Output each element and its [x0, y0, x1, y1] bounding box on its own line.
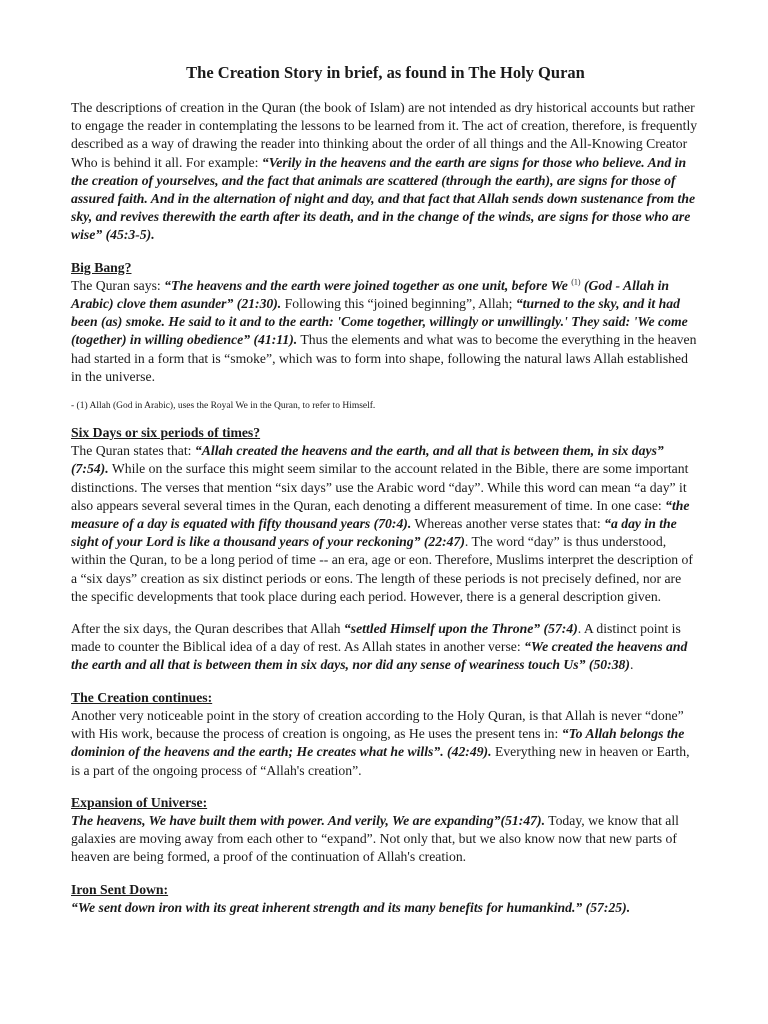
six-days-text-4: . The word “day” is thus understood, within the Quran, to be a long period of time -- an era, age or eon. Therefore, Muslims interpret the description of a “six days” creation as six distinct periods or eons. The length of these periods is not precisely defined, nor are the specific developments that took place during each period. However, there is a general description given. — [71, 534, 693, 604]
six-days-text-3: Whereas another verse states that: — [411, 516, 605, 532]
big-bang-quote-2: “turned to the sky, and it had been (as) smoke. He said to it and to the earth: 'Come together, willingly or unwillingly.' They said: 'We come (together) in willing obedience” (41:11). — [71, 296, 688, 348]
big-bang-text-1: The Quran says: — [71, 277, 165, 293]
section-heading-six-days: Six Days or six periods of times? — [71, 425, 261, 441]
section-heading-big-bang: Big Bang? — [71, 259, 132, 275]
section-six-days — [71, 424, 700, 606]
big-bang-quote-1a: “The heavens and the earth were joined together as one unit, before We — [164, 277, 572, 293]
section-creation-continues — [71, 689, 700, 780]
big-bang-paragraph — [71, 277, 700, 386]
big-bang-text-3: Thus the elements and what was to become the everything in the heaven had started in a form that is “smoke”, which was to form into shape, following the natural laws Allah established in the universe. — [71, 332, 697, 384]
expansion-text-1: Today, we know that all galaxies are moving away from each other to “expand”. Not only that, but we also know now that new parts of heaven are being formed, a proof of the continuation of Allah's creation. — [71, 812, 679, 865]
continues-text-1: Another very noticeable point in the story of creation according to the Holy Quran, is that Allah is never “done” with His work, because the process of creation is ongoing, as He uses the present tens in: — [71, 707, 684, 742]
after-text-2: . A distinct point is made to counter the Biblical idea of a day of rest. As Allah states in another verse: — [71, 621, 681, 655]
intro-paragraph — [71, 99, 700, 245]
creation-continues-paragraph — [71, 707, 700, 780]
six-days-quote-1: “Allah created the heavens and the earth, and all that is between them, in six days” (7:54). — [71, 443, 664, 477]
section-heading-iron: Iron Sent Down: — [71, 881, 169, 897]
continues-text-2: Everything new in heaven or Earth, is a part of the ongoing process of “Allah's creation”. — [71, 744, 690, 778]
big-bang-text-2: Following this “joined beginning”, Allah; — [281, 296, 516, 312]
after-six-days-paragraph — [71, 620, 700, 675]
section-expansion — [71, 794, 700, 867]
after-text-1: After the six days, the Quran describes that Allah — [71, 621, 344, 637]
continues-quote-1: “To Allah belongs the dominion of the heavens and the earth; He creates what he wills”. (42:49). — [71, 726, 685, 760]
footnote-marker: (1) — [571, 277, 581, 287]
six-days-text-2: While on the surface this might seem similar to the account related in the Bible, there are some important distinctions. The verses that mention “six days” use the Arabic word “day”. While this word can mean “a day” it also appears several several times in the Quran, each denoting a different measurement of time. In one case: — [71, 461, 689, 513]
section-heading-creation-continues: The Creation continues: — [71, 689, 213, 705]
intro-quote: “Verily in the heavens and the earth are signs for those who believe. And in the creation of yourselves, and the fact that animals are scattered (through the earth), are signs for those of assured faith. And in the alternation of night and day, and that fact that Allah sends down sustenance from the sky, and revives therewith the earth after its death, and in the change of the winds, are signs for those who are wise” (45:3-5). — [71, 154, 696, 243]
big-bang-quote-1b: (God - Allah in Arabic) clove them asunder” (21:30). — [71, 277, 670, 312]
section-iron — [71, 881, 700, 917]
six-days-text-1: The Quran states that: — [71, 443, 195, 459]
expansion-quote-1: The heavens, We have built them with power. And verily, We are expanding”(51:47). — [71, 812, 545, 828]
iron-quote-1: “We sent down iron with its great inherent strength and its many benefits for humankind.” (57:25). — [71, 899, 631, 915]
six-days-quote-2: “the measure of a day is equated with fifty thousand years (70:4). — [71, 497, 690, 532]
footnote: - (1) Allah (God in Arabic), uses the Royal We in the Quran, to refer to Himself. — [71, 401, 376, 412]
section-big-bang — [71, 259, 700, 412]
after-quote-2: “We created the heavens and the earth and all that is between them in six days, nor did any sense of weariness touch Us” (50:38) — [71, 639, 688, 673]
section-heading-expansion: Expansion of Universe: — [71, 794, 208, 810]
after-text-3: . — [629, 657, 634, 673]
expansion-paragraph — [71, 812, 700, 867]
intro-text: The descriptions of creation in the Quran (the book of Islam) are not intended as dry historical accounts but rather to engage the reader in contemplating the lessons to be learned from it. The act of creation, therefore, is frequently described as a way of drawing the reader into thinking about the order of all things and the All-Knowing Creator Who is behind it all. For example: — [71, 100, 698, 170]
iron-paragraph — [71, 899, 700, 917]
document-title: The Creation Story in brief, as found in The Holy Quran — [186, 63, 585, 82]
after-quote-1: “settled Himself upon the Throne” (57:4) — [343, 621, 578, 637]
six-days-quote-3: “a day in the sight of your Lord is like a thousand years of your reckoning” (22:47) — [71, 516, 677, 550]
six-days-paragraph — [71, 442, 700, 606]
